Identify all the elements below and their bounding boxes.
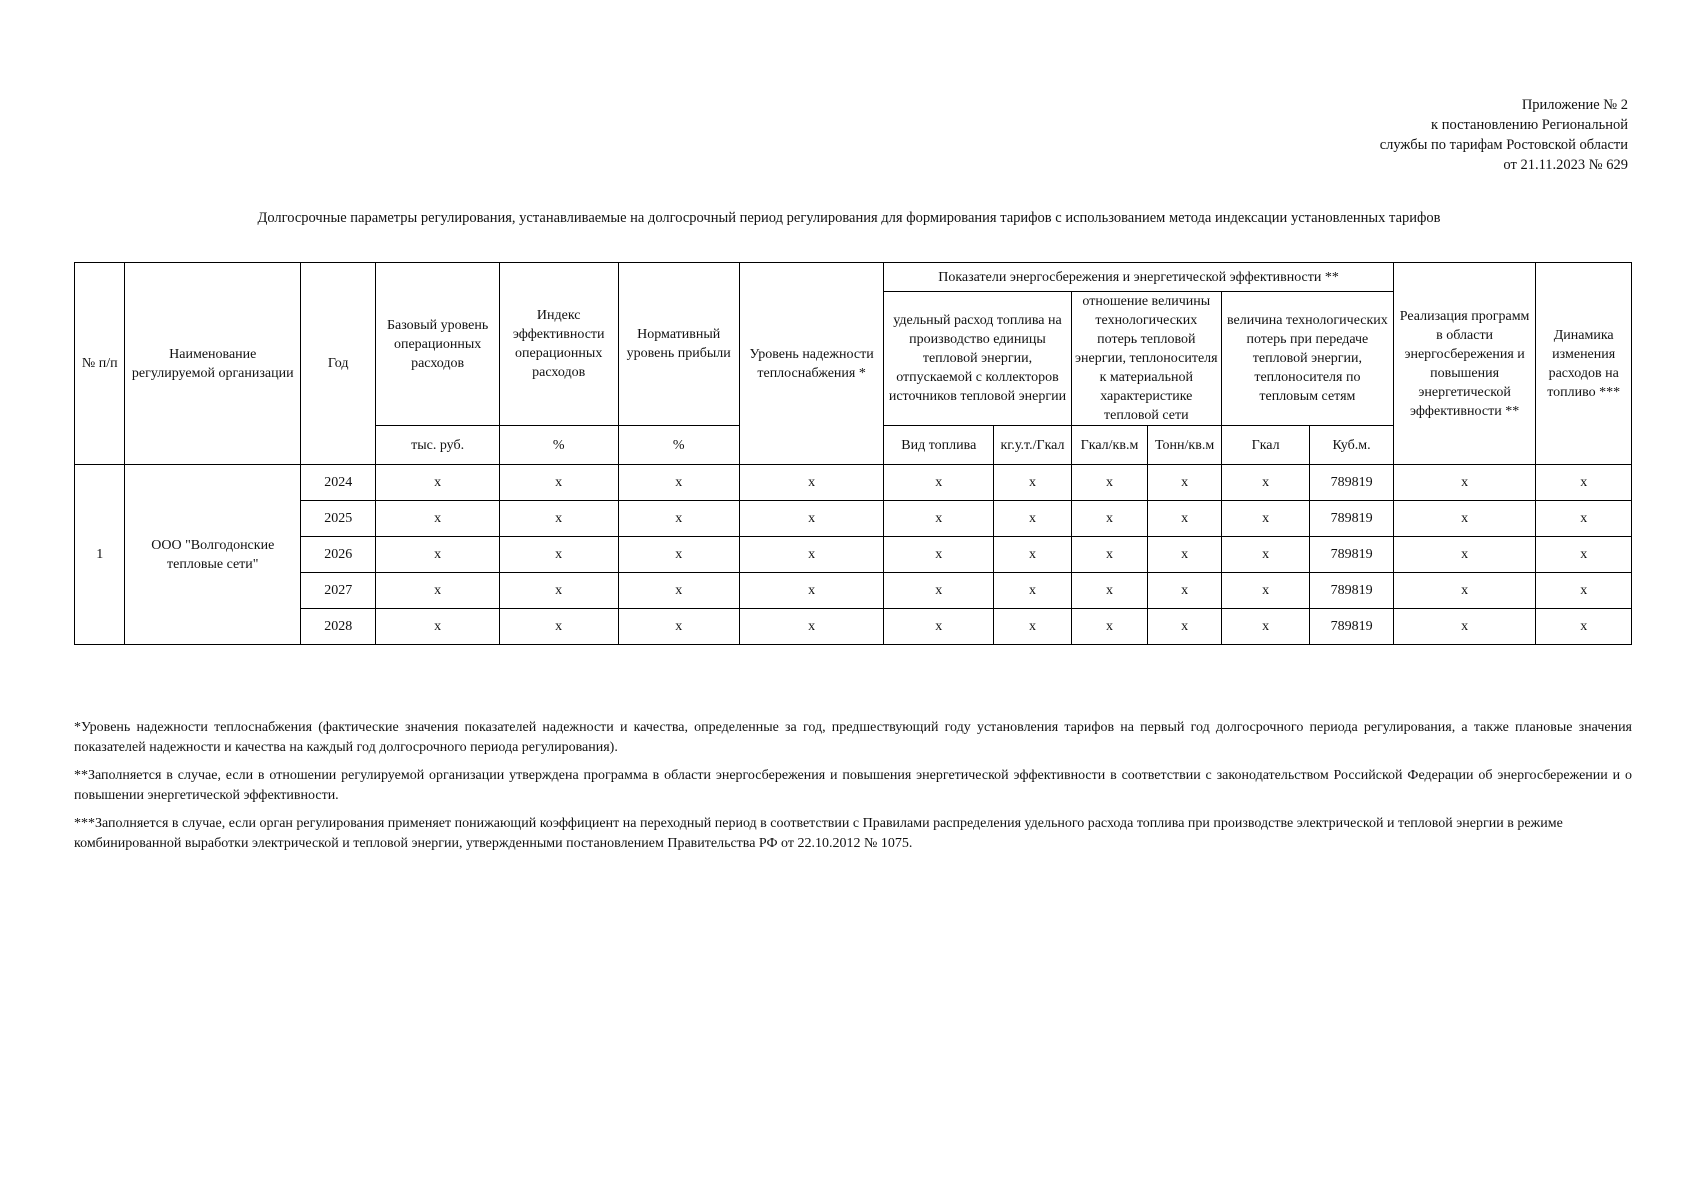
table-row — [75, 537, 1632, 573]
cell: х — [1221, 501, 1309, 537]
appendix-header — [1380, 95, 1628, 175]
cell: х — [499, 465, 618, 501]
unit-ratio-ton: Тонн/кв.м — [1148, 426, 1222, 465]
cell: х — [1148, 465, 1222, 501]
footnotes — [74, 718, 1632, 862]
document-title: Долгосрочные параметры регулирования, устанавливаемые на долгосрочный период регулирования для формирования тарифов с использованием метода индексации установленных тарифов — [257, 210, 1441, 226]
row-year: 2026 — [301, 537, 376, 573]
unit-ratio-gcal: Гкал/кв.м — [1071, 426, 1148, 465]
unit-fuel-type: Вид топлива — [884, 426, 994, 465]
org-name: ООО "Волгодонские тепловые сети" — [125, 465, 301, 645]
header-efficiency-index: Индекс эффективности операционных расходов — [499, 263, 618, 426]
cell: х — [618, 573, 739, 609]
unit-fuel-kg: кг.у.т./Гкал — [994, 426, 1071, 465]
header-num: № п/п — [75, 263, 125, 465]
cell: х — [376, 501, 499, 537]
row-year: 2027 — [301, 573, 376, 609]
cell: х — [1536, 537, 1632, 573]
unit-loss-gcal: Гкал — [1221, 426, 1309, 465]
cell: 789819 — [1310, 501, 1394, 537]
cell: х — [376, 609, 499, 645]
cell: х — [1148, 537, 1222, 573]
header-org: Наименование регулируемой организации — [125, 263, 301, 465]
cell: х — [1221, 573, 1309, 609]
cell: х — [994, 501, 1071, 537]
cell: х — [1536, 573, 1632, 609]
footnote-1: *Уровень надежности теплоснабжения (фактические значения показателей надежности и качества, определенные за год, предшествующий году установления тарифов на первый год долгосрочного периода регулирования, а также плановые значения показателей надежности и качества на каждый год долгосрочного периода регулирования). — [74, 720, 1632, 755]
table-row — [75, 465, 1632, 501]
footnote-3: ***Заполняется в случае, если орган регулирования применяет понижающий коэффициент на переходный период в соответствии с Правилами распределения удельного расхода топлива при производстве электрической и тепловой энергии в режиме комбинированной выработки электрической и тепловой энергии, утвержденными постановлением Правительства РФ от 22.10.2012 № 1075. — [74, 816, 1563, 851]
table-row — [75, 573, 1632, 609]
cell: х — [994, 465, 1071, 501]
cell: х — [376, 573, 499, 609]
cell: х — [499, 573, 618, 609]
header-loss-ratio: отношение величины технологических потерь тепловой энергии, теплоносителя к материальной характеристике тепловой сети — [1071, 292, 1221, 426]
cell: х — [1071, 609, 1148, 645]
cell: х — [618, 465, 739, 501]
cell: х — [739, 609, 883, 645]
header-energy-group: Показатели энергосбережения и энергетической эффективности ** — [884, 263, 1394, 292]
cell: х — [376, 465, 499, 501]
footnote-2: **Заполняется в случае, если в отношении регулируемой организации утверждена программа в области энергосбережения и повышения энергетической эффективности в соответствии с законодательством Российской Федерации об энергосбережении и о повышении энергетической эффективности. — [74, 768, 1632, 803]
unit-profit: % — [618, 426, 739, 465]
cell: х — [884, 501, 994, 537]
cell: х — [739, 465, 883, 501]
cell: х — [499, 537, 618, 573]
appendix-line-3: службы по тарифам Ростовской области — [1379, 137, 1628, 153]
cell: х — [499, 501, 618, 537]
cell: 789819 — [1310, 465, 1394, 501]
row-year: 2028 — [301, 609, 376, 645]
row-year: 2025 — [301, 501, 376, 537]
cell: х — [1393, 501, 1536, 537]
cell: 789819 — [1310, 573, 1394, 609]
cell: х — [1071, 501, 1148, 537]
cell: х — [739, 537, 883, 573]
cell: х — [618, 609, 739, 645]
appendix-line-4: от 21.11.2023 № 629 — [1503, 157, 1628, 173]
org-num: 1 — [75, 465, 125, 645]
cell: х — [1221, 465, 1309, 501]
row-year: 2024 — [301, 465, 376, 501]
unit-loss-cub: Куб.м. — [1310, 426, 1394, 465]
cell: х — [499, 609, 618, 645]
table-row — [75, 501, 1632, 537]
cell: х — [1148, 573, 1222, 609]
cell: х — [1536, 501, 1632, 537]
cell: х — [884, 573, 994, 609]
cell: х — [1393, 609, 1536, 645]
cell: 789819 — [1310, 609, 1394, 645]
header-fuel-consumption: удельный расход топлива на производство единицы тепловой энергии, отпускаемой с коллекторов источников тепловой энергии — [884, 292, 1071, 426]
header-year: Год — [301, 263, 376, 465]
cell: х — [1393, 465, 1536, 501]
cell: х — [1071, 537, 1148, 573]
cell: х — [618, 537, 739, 573]
cell: х — [618, 501, 739, 537]
header-losses: величина технологических потерь при передаче тепловой энергии, теплоносителя по тепловым сетям — [1221, 292, 1393, 426]
cell: х — [884, 609, 994, 645]
cell: х — [376, 537, 499, 573]
unit-base: тыс. руб. — [376, 426, 499, 465]
appendix-line-2: к постановлению Региональной — [1431, 117, 1628, 133]
cell: х — [1148, 609, 1222, 645]
cell: х — [884, 537, 994, 573]
cell: х — [1393, 573, 1536, 609]
header-programs: Реализация программ в области энергосбережения и повышения энергетической эффективности ** — [1393, 263, 1536, 465]
cell: х — [1393, 537, 1536, 573]
header-fuel-dynamics: Динамика изменения расходов на топливо *** — [1536, 263, 1632, 465]
cell: 789819 — [1310, 537, 1394, 573]
cell: х — [994, 573, 1071, 609]
cell: х — [1148, 501, 1222, 537]
cell: х — [994, 537, 1071, 573]
cell: х — [739, 573, 883, 609]
header-base-opex: Базовый уровень операционных расходов — [376, 263, 499, 426]
cell: х — [1536, 465, 1632, 501]
header-reliability: Уровень надежности теплоснабжения * — [739, 263, 883, 465]
cell: х — [1071, 573, 1148, 609]
cell: х — [1221, 537, 1309, 573]
cell: х — [884, 465, 994, 501]
cell: х — [739, 501, 883, 537]
table-row — [75, 609, 1632, 645]
unit-index: % — [499, 426, 618, 465]
cell: х — [1221, 609, 1309, 645]
cell: х — [1071, 465, 1148, 501]
header-normative-profit: Нормативный уровень прибыли — [618, 263, 739, 426]
cell: х — [1536, 609, 1632, 645]
appendix-line-1: Приложение № 2 — [1521, 97, 1628, 113]
cell: х — [994, 609, 1071, 645]
parameters-table — [74, 262, 1632, 645]
